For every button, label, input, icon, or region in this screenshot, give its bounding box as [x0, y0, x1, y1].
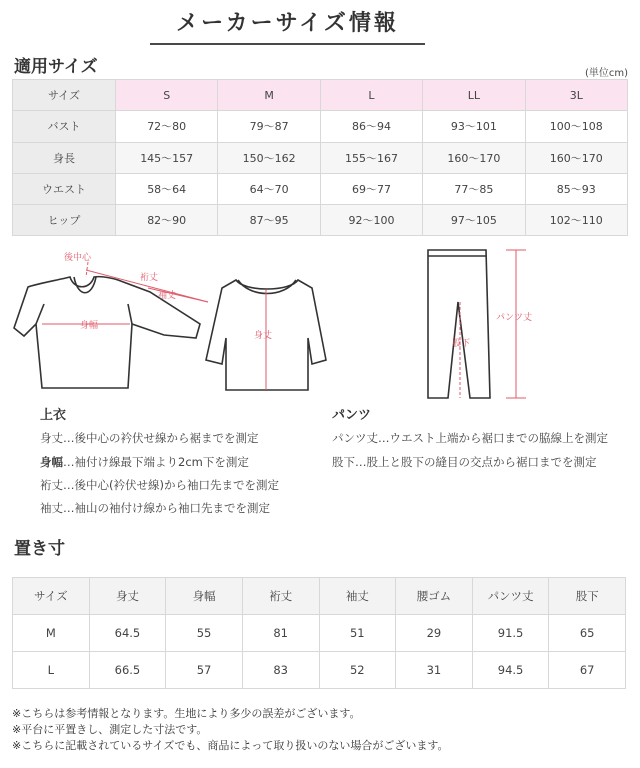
header-mitake: 身丈 — [89, 578, 166, 615]
flat-measure-heading: 置き寸 — [14, 539, 65, 559]
row-label-waist: ウエスト — [13, 173, 116, 204]
size-col-3l: 3L — [525, 80, 627, 111]
size-corner-cell: サイズ — [13, 80, 116, 111]
table-cell: 29 — [396, 615, 473, 652]
top-desc-line — [40, 430, 259, 446]
flat-measure-table — [12, 577, 626, 689]
table-cell: 64.5 — [89, 615, 166, 652]
size-col-l: L — [320, 80, 422, 111]
table-cell: 69～77 — [320, 173, 422, 204]
note-line: ※平台に平置きし、測定した寸法です。 — [12, 723, 208, 736]
table-cell: 100～108 — [525, 111, 627, 142]
table-cell: 83 — [242, 652, 319, 689]
top-desc-line — [40, 477, 279, 493]
unit-label: (単位cm) — [584, 68, 628, 79]
size-row-bust — [13, 111, 628, 142]
table-cell: L — [13, 652, 90, 689]
table-cell: 67 — [549, 652, 626, 689]
table-cell: 81 — [242, 615, 319, 652]
fit-size-table — [12, 79, 628, 236]
table-cell: 72～80 — [116, 111, 218, 142]
desc-text: …ウエスト上端から裾口までの脇線上を測定 — [378, 431, 608, 445]
header-mihaba: 身幅 — [166, 578, 243, 615]
table-cell: 85～93 — [525, 173, 627, 204]
flat-header-row — [13, 578, 626, 615]
table-cell: M — [13, 615, 90, 652]
table-cell: 97～105 — [423, 205, 525, 236]
table-cell: 52 — [319, 652, 396, 689]
size-row-hip — [13, 205, 628, 236]
header-sode: 袖丈 — [319, 578, 396, 615]
label-inseam: 股下 — [452, 339, 471, 349]
table-cell: 82～90 — [116, 205, 218, 236]
table-cell: 155～167 — [320, 142, 422, 173]
pants-diagram — [428, 250, 490, 398]
table-cell: 79～87 — [218, 111, 320, 142]
fit-size-heading: 適用サイズ — [14, 57, 98, 77]
size-row-waist — [13, 173, 628, 204]
desc-text: …後中心(衿伏せ線)から袖口先までを測定 — [63, 478, 279, 492]
table-cell: 57 — [166, 652, 243, 689]
table-cell: 94.5 — [472, 652, 549, 689]
pants-desc-line — [332, 430, 608, 446]
term-sode: 袖丈 — [40, 501, 63, 515]
term-pants-length: パンツ丈 — [332, 431, 378, 445]
table-cell: 66.5 — [89, 652, 166, 689]
label-sode: 袖丈 — [158, 291, 177, 301]
table-cell: 92～100 — [320, 205, 422, 236]
table-cell: 86～94 — [320, 111, 422, 142]
table-row — [13, 652, 626, 689]
table-cell: 65 — [549, 615, 626, 652]
table-cell: 55 — [166, 615, 243, 652]
pants-desc-heading: パンツ — [332, 408, 372, 423]
table-cell: 31 — [396, 652, 473, 689]
top-desc-line — [40, 500, 270, 516]
measurement-diagrams — [0, 240, 640, 405]
size-col-s: S — [116, 80, 218, 111]
table-cell: 87～95 — [218, 205, 320, 236]
top-desc-line — [40, 454, 249, 470]
pants-desc-line — [332, 454, 597, 470]
table-row — [13, 615, 626, 652]
label-mihaba: 身幅 — [80, 321, 99, 331]
table-cell: 160～170 — [525, 142, 627, 173]
table-cell: 145～157 — [116, 142, 218, 173]
size-col-m: M — [218, 80, 320, 111]
term-mihaba: 身幅 — [40, 455, 63, 469]
table-cell: 160～170 — [423, 142, 525, 173]
header-size: サイズ — [13, 578, 90, 615]
term-mitake: 身丈 — [40, 431, 63, 445]
header-waist-rubber: 腰ゴム — [396, 578, 473, 615]
term-inseam: 股下 — [332, 455, 355, 469]
note-line: ※こちらは参考情報となります。生地により多少の誤差がございます。 — [12, 707, 361, 720]
table-cell: 51 — [319, 615, 396, 652]
header-yuki: 裄丈 — [242, 578, 319, 615]
size-header-row — [13, 80, 628, 111]
header-pants-length: パンツ丈 — [472, 578, 549, 615]
label-pants-length: パンツ丈 — [496, 313, 533, 323]
page-title: メーカーサイズ情報 — [176, 11, 399, 36]
table-cell: 58～64 — [116, 173, 218, 204]
title-underline — [150, 43, 425, 45]
desc-text: …後中心の衿伏せ線から裾までを測定 — [63, 431, 259, 445]
term-yuki: 裄丈 — [40, 478, 63, 492]
top-desc-heading: 上衣 — [40, 408, 67, 423]
desc-text: …股上と股下の縫目の交点から裾口までを測定 — [355, 455, 597, 469]
table-cell: 150～162 — [218, 142, 320, 173]
table-cell: 64～70 — [218, 173, 320, 204]
header-inseam: 股下 — [549, 578, 626, 615]
table-cell: 77～85 — [423, 173, 525, 204]
desc-text: …袖山の袖付け線から袖口先までを測定 — [63, 501, 270, 515]
row-label-hip: ヒップ — [13, 205, 116, 236]
row-label-bust: バスト — [13, 111, 116, 142]
desc-text: …袖付け線最下端より2cm下を測定 — [63, 455, 249, 469]
label-back-center: 後中心 — [64, 253, 92, 263]
size-row-height — [13, 142, 628, 173]
note-line: ※こちらに記載されているサイズでも、商品によって取り扱いのない場合がございます。 — [12, 739, 449, 752]
table-cell: 91.5 — [472, 615, 549, 652]
size-col-ll: LL — [423, 80, 525, 111]
row-label-height: 身長 — [13, 142, 116, 173]
table-cell: 102～110 — [525, 205, 627, 236]
table-cell: 93～101 — [423, 111, 525, 142]
label-mitake: 身丈 — [254, 331, 273, 341]
label-yuki: 裄丈 — [140, 273, 159, 283]
